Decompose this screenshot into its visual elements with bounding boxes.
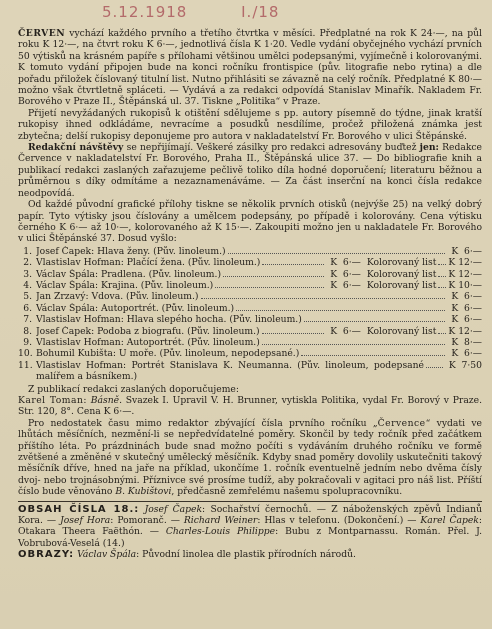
page-body <box>18 28 482 561</box>
manuscripts-paragraph: Přijetí nevyžádaných rukopisů k otištění sdělujeme s pp. autory písemně do týdne, jinak kratší rukopisy ihned odkládáme, nevracíme a posudků nesdílíme, pročež přiložená známka jest zbytečna; delší rukopisy deponujeme pro autora v nakladatelství Fr. Borového v ulici Štěpánské. <box>18 107 482 142</box>
issue-contents: OBSAH ČÍSLA 18.: Josef Čapek: Sochařství černochů. — Z náboženských zpěvů Indianů Kora. — Josef Hora: Pomoranč. — Richard Weiner: Hlas v telefonu. (Dokončení.) — Karel Čapek: Otakara Theera Faëthón. — Charles-Louis Philippe: Bubu z Montparnassu. Román. Přel. J. Vobrubová-Veselá (14.) <box>18 503 483 549</box>
catalog-item <box>18 291 482 302</box>
leader-dots <box>236 310 445 311</box>
contents-title: Pomoranč. <box>117 515 167 527</box>
contents-title: Bubu z Montparnassu. Román. Přel. J. Vobrubová-Veselá (14.) <box>18 526 483 549</box>
leader-dots <box>228 253 446 254</box>
catalog-item <box>18 257 482 268</box>
handwritten-date: 5.12.1918 <box>102 3 188 21</box>
catalog-item-body <box>36 257 482 268</box>
catalog-item-number: 1. <box>23 245 32 257</box>
catalog-item-title: Josef Čapek: Podoba z biografu. (Pův. linoleum.) <box>36 325 260 337</box>
announcement-text: Pro nedostatek času mimo redaktor zbývající čísla prvního ročníku „ <box>28 417 378 429</box>
catalog-item-title: Bohumil Kubišta: U moře. (Pův. linoleum, nepodepsané.) <box>36 348 300 360</box>
leader-dots <box>438 333 446 334</box>
catalog-item-body <box>36 246 482 257</box>
editorial-text: se nepřijímají. Veškeré zásilky pro redakci adresovány buďtež <box>123 142 420 154</box>
catalog-item-title: Václav Špála: Pradlena. (Pův. linoleum.) <box>36 268 222 280</box>
divider <box>18 501 482 502</box>
leader-dots <box>438 287 446 288</box>
book-title: Básně. <box>90 395 122 406</box>
catalog-item-number: 10. <box>18 348 33 360</box>
catalog-item-number: 8. <box>23 325 32 337</box>
catalog-item-title: Josef Čapek: Hlava ženy. (Pův. linoleum.) <box>36 245 226 257</box>
contents-title: Otakara Theera Faëthón. <box>18 526 143 538</box>
catalog-item-body <box>36 360 482 383</box>
images-text: Původní linolea dle plastik přírodních národů. <box>142 549 356 561</box>
catalog-item-colored-price: K 10·— <box>448 279 482 291</box>
catalog-item-body <box>36 291 482 302</box>
leader-dots <box>301 355 445 356</box>
catalog-item-body <box>36 280 482 291</box>
magazine-title: ČERVEN <box>18 28 66 39</box>
contents-author: Josef Čapek <box>144 503 203 515</box>
leader-dots <box>223 276 324 277</box>
catalog-item-price: K 6·— <box>330 257 361 269</box>
catalog-item-title: Vlastislav Hofman: Autoportrét. (Pův. linoleum.) <box>36 336 260 348</box>
catalog-item-price: K 6·— <box>451 245 482 257</box>
intro-paragraph <box>18 28 482 108</box>
contents-author: Josef Hora <box>60 515 111 527</box>
announcement-name: B. Kubištovi <box>115 486 172 498</box>
catalog-item-price: K 6·— <box>451 291 482 303</box>
catalog-item-colored-label: Kolorovaný list <box>366 279 437 291</box>
leader-dots <box>426 367 443 368</box>
catalog-item-price: K 8·— <box>451 336 482 348</box>
catalog-item-price: K 6·— <box>451 348 482 360</box>
announcement-text-3: , předčasně zemřelému našemu spolupracovníku. <box>171 486 403 498</box>
catalog-item <box>18 303 482 314</box>
catalog-item-number: 7. <box>23 314 32 326</box>
catalog-item-colored-label: Kolorovaný list <box>366 325 437 337</box>
editorial-text-2: Redakce Července v nakladatelství Fr. Borového, Praha II., Štěpánská ulice 37. — Do bibliografie knih a publikací redakci zaslaných zařazujeme pečlivě toliko díla hodné doporučení; literaturu běžnou a průměrnou s díky odmítáme a nezaznamenáváme. — Za část inserční na konci čísla redakce neodpovídá. <box>18 142 482 199</box>
images-heading: OBRAZY: <box>18 549 75 561</box>
catalog-item-title: Vlastislav Hofman: Portrét Stanislava K. Neumanna. (Pův. linoleum, podepsané malířem a básníkem.) <box>36 359 424 383</box>
intro-text: vychází každého prvního a třetího čtvrtka v měsíci. Předplatné na rok K 24·—, na půl roku K 12·—, na čtvrt roku K 6·—, jednotlivá čísla K 1·20. Vedle vydání obyčejného vychází prvních 50 výtisků na krásném papíře s přílohami většinou umělci podepsanými, vyjímečně i kolorovanými. K tomuto vydání připojen bude na konci ročníku frontispice (pův. litografie nebo rytina) a dle pořadu přiložek číslovaný titulní list. Nutno přihlásiti se závazně na celý ročník. Předplatné K 80·— možno však čtvrtletně spláceti. — Vydává a za redakci odpovídá Stanislav Minařík. Nakladem Fr. Borového v Praze II., Štěpánská ul. 37. Tiskne „Politika“ v Praze. <box>18 28 482 108</box>
contents-title: Hlas v telefonu. (Dokončení.) <box>264 515 404 527</box>
catalog-item-title: Jan Zrzavý: Vdova. (Pův. linoleum.) <box>36 291 199 303</box>
sent-publications <box>18 384 482 395</box>
catalog-item-body <box>36 348 482 359</box>
catalog-item-colored-price: K 12·— <box>448 257 482 269</box>
catalog-item-body <box>36 314 482 325</box>
catalog-item <box>18 360 482 383</box>
contents-author: Richard Weiner <box>183 515 258 527</box>
contents-author: Karel Čapek <box>420 515 479 527</box>
catalog-item-price: K 7·50 <box>448 359 482 371</box>
catalog-item <box>18 314 482 325</box>
contents-author: Charles-Louis Philippe <box>165 526 276 538</box>
leader-dots <box>262 344 446 345</box>
contents-title: Z náboženských zpěvů Indianů Kora. <box>18 503 482 527</box>
catalog-item-title: Václav Špála: Autoportrét. (Pův. linoleum.) <box>36 302 235 314</box>
leader-dots <box>438 264 446 265</box>
announcement-paragraph <box>18 418 482 498</box>
editorial-paragraph <box>18 142 482 199</box>
catalog-item-title: Vlastislav Hofman: Hlava slepého hocha. (Pův. linoleum.) <box>36 314 302 326</box>
book-details: Svazek I. Upravil V. H. Brunner, vytiskla Politika, vydal Fr. Borový v Praze. Str. 120, 8°. Cena K 6·—. <box>18 395 482 418</box>
catalog-item-title: Vlastislav Hofman: Plačící žena. (Pův. linoleum.) <box>36 257 261 269</box>
catalog-item-colored-price: K 12·— <box>448 268 482 280</box>
leader-dots <box>304 321 446 322</box>
catalog-item-body <box>36 269 482 280</box>
catalog-item-number: 11. <box>18 359 33 371</box>
leader-dots <box>215 287 324 288</box>
catalog-item-body <box>36 303 482 314</box>
catalog-item-colored-label: Kolorovaný list <box>366 268 437 280</box>
catalog-item-title: Václav Špála: Krajina. (Pův. linoleum.) <box>36 279 214 291</box>
catalog-item <box>18 280 482 291</box>
book-author: Karel Toman: <box>18 395 88 406</box>
issue-images: OBRAZY: Václav Špála: Původní linolea dle plastik přírodních národů. <box>18 549 356 561</box>
catalog-item-colored-price: K 12·— <box>448 325 482 337</box>
catalog-item-price: K 6·— <box>451 314 482 326</box>
catalog-item <box>18 326 482 337</box>
catalog-item-number: 4. <box>23 279 32 291</box>
catalog-item-number: 9. <box>23 336 32 348</box>
prints-catalog <box>18 246 482 383</box>
catalog-item <box>18 269 482 280</box>
catalog-item-price: K 6·— <box>451 302 482 314</box>
catalog-item-body <box>36 337 482 348</box>
catalog-item-price: K 6·— <box>330 279 361 291</box>
handwritten-annotation <box>102 3 327 21</box>
leader-dots <box>262 333 325 334</box>
editorial-lead: Redakční návštěvy <box>28 142 124 154</box>
catalog-item-number: 5. <box>23 291 32 303</box>
leader-dots <box>438 276 446 277</box>
sent-lead: Z publikací redakci zaslaných doporučujeme: <box>28 383 239 395</box>
handwritten-mark: I./18 <box>241 3 280 21</box>
editorial-lead-2: jen: <box>419 142 439 154</box>
catalog-item <box>18 348 482 359</box>
contents-title: Sochařství černochů. <box>210 503 312 515</box>
catalog-item-colored-label: Kolorovaný list <box>366 257 437 269</box>
announcement-title: Července <box>377 417 426 429</box>
images-author: Václav Špála <box>77 549 137 561</box>
catalog-item-price: K 6·— <box>330 268 361 280</box>
announcement-text-2: “ vydati ve lhůtách měsíčních, nezmění-li se nepředvídatelné poměry. Skončil by tedy ročník před začátkem příštího léta. Po prázdninách bude snad možno počíti s vydáváním druhého ročníku ve formě zvětšené a změněné v skutečný umělecký měsíčník. Kdyby snad poměry dovolily uskutečniti takový měsíčník dříve, hned na jaře na příklad, ukončíme 1. ročník eventuelně jedním nebo dvěma čísly dvoj- nebo trojnásobnými. Příznivce své prosíme tudíž, aby pokračovali v agitaci pro náš list. Příští číslo bude věnováno <box>18 417 482 498</box>
catalog-item-number: 2. <box>23 257 32 269</box>
catalog-item <box>18 337 482 348</box>
catalog-item <box>18 246 482 257</box>
prints-paragraph: Od každé původní grafické přílohy tiskne se několik prvních otisků (nejvýše 25) na velký dobrý papír. Tyto výtisky jsou číslovány a umělcem podepsány, po případě i kolorovány. Cena výtisku černého K 6·— až 10·—, kolorovaného až K 15·—. Zakoupiti možno jen u nakladatele Fr. Borového v ulici Štěpánské 37. Dosud vyšlo: <box>18 199 482 245</box>
catalog-item-body <box>36 326 482 337</box>
sent-book <box>18 395 482 418</box>
catalog-item-number: 3. <box>23 268 32 280</box>
contents-heading: OBSAH ČÍSLA 18.: <box>18 503 140 515</box>
catalog-item-number: 6. <box>23 302 32 314</box>
catalog-item-price: K 6·— <box>330 325 361 337</box>
leader-dots <box>262 264 324 265</box>
leader-dots <box>201 298 446 299</box>
